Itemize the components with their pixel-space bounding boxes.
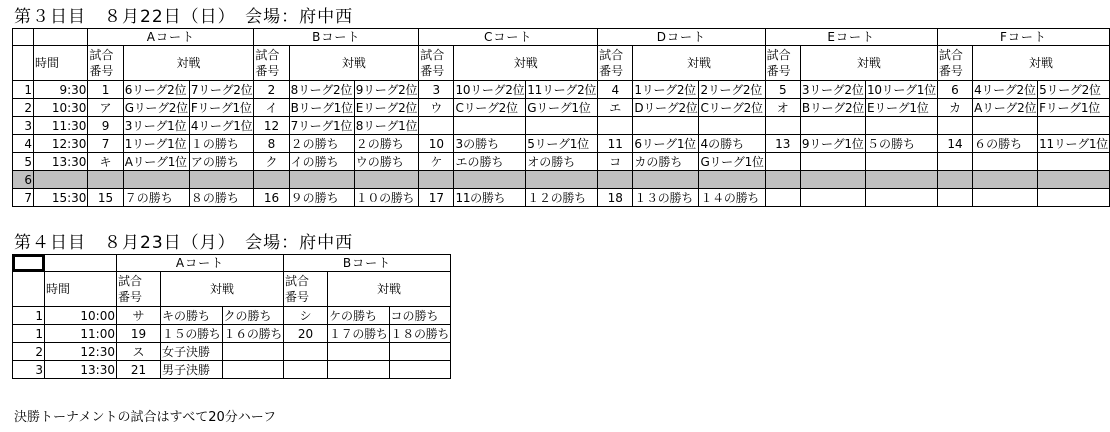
match-number: 2 — [254, 81, 289, 99]
match-no-label — [117, 272, 161, 307]
team-2 — [354, 171, 418, 189]
time-cell: 13:30 — [45, 361, 117, 379]
team-2 — [526, 117, 598, 135]
table-row — [13, 171, 1110, 189]
day4-schedule-table — [12, 254, 451, 379]
match-no-label-line2: 番号 — [599, 64, 624, 78]
team-2: Eリーグ1位 — [866, 99, 938, 117]
match-no-label-line2: 番号 — [118, 290, 143, 304]
team-2: ２の勝ち — [354, 135, 418, 153]
table-row — [13, 189, 1110, 207]
team-1: １３の勝ち — [633, 189, 699, 207]
team-2 — [1038, 117, 1110, 135]
match-number — [765, 171, 800, 189]
team-1: 3の勝ち — [454, 135, 526, 153]
team-2: 5リーグ1位 — [526, 135, 598, 153]
match-no-label — [765, 46, 800, 81]
match-number: 3 — [419, 81, 454, 99]
team-2: Eリーグ2位 — [355, 100, 418, 115]
match-number — [284, 361, 328, 379]
team-2: 5リーグ2位 — [1038, 81, 1110, 99]
team-2: 11リーグ2位 — [527, 82, 597, 97]
match-number — [419, 171, 454, 189]
match-no-label-line1: 試合 — [89, 48, 114, 62]
corner-cell — [13, 29, 34, 46]
match-number: ク — [254, 153, 289, 171]
team-1 — [800, 189, 865, 207]
match-no-label-line1: 試合 — [938, 48, 963, 62]
team-1: 11の勝ち — [454, 189, 526, 207]
team-1 — [800, 153, 865, 171]
time-cell: 12:30 — [45, 343, 117, 361]
team-1: Bリーグ2位 — [801, 100, 864, 115]
team-1: Cリーグ2位 — [454, 99, 526, 117]
match-number: ウ — [419, 99, 454, 117]
team-2 — [866, 189, 938, 207]
time-cell: 11:00 — [45, 325, 117, 343]
court-name-4: Eコート — [765, 29, 937, 46]
team-2 — [189, 171, 253, 189]
team-1: Aリーグ2位 — [974, 100, 1037, 115]
match-no-label-line2: 番号 — [89, 64, 114, 78]
match-number: サ — [117, 307, 161, 325]
match-number: 14 — [937, 135, 972, 153]
row-number: 7 — [13, 189, 34, 207]
blank-cell — [34, 29, 88, 46]
team-1: 8リーグ2位 — [289, 81, 354, 99]
team-1: エの勝ち — [454, 153, 526, 171]
match-no-label-line1: 試合 — [599, 48, 624, 62]
match-no-label-line1: 試合 — [118, 274, 143, 288]
vs-label: 対戦 — [633, 46, 765, 81]
match-number: 4 — [598, 81, 633, 99]
match-number: 18 — [598, 189, 633, 207]
team-1 — [633, 117, 699, 135]
team-2 — [1038, 171, 1110, 189]
court-name-0: Aコート — [88, 29, 254, 46]
team-1 — [973, 153, 1038, 171]
team-1: カの勝ち — [633, 153, 699, 171]
match-number — [598, 117, 633, 135]
row-number: 5 — [13, 153, 34, 171]
vs-label: 対戦 — [328, 272, 451, 307]
match-no-label — [937, 46, 972, 81]
match-number: 20 — [284, 325, 328, 343]
time-label: 時間 — [34, 46, 88, 81]
team-2: ５の勝ち — [866, 135, 938, 153]
corner-cell[interactable] — [13, 255, 45, 272]
match-number — [937, 189, 972, 207]
match-number — [937, 117, 972, 135]
team-1 — [973, 117, 1038, 135]
team-1 — [328, 361, 390, 379]
blank-cell — [45, 255, 117, 272]
team-1 — [800, 117, 865, 135]
team-1: キの勝ち — [161, 307, 223, 325]
row-number: 2 — [13, 99, 34, 117]
team-1 — [454, 171, 526, 189]
vs-label: 対戦 — [289, 46, 419, 81]
court-name-5: Fコート — [937, 29, 1109, 46]
court-header-row — [13, 255, 451, 272]
table-row — [13, 325, 451, 343]
team-2: １２の勝ち — [526, 189, 598, 207]
table-row — [13, 117, 1110, 135]
time-cell — [34, 171, 88, 189]
court-name-0: Aコート — [117, 255, 284, 272]
team-1: 6リーグ2位 — [123, 81, 189, 99]
team-2: Fリーグ1位 — [189, 99, 253, 117]
match-number: 7 — [88, 135, 123, 153]
team-2 — [222, 361, 284, 379]
team-2 — [526, 171, 598, 189]
team-2: １８の勝ち — [390, 326, 450, 341]
team-2: １の勝ち — [189, 135, 253, 153]
match-number: 6 — [937, 81, 972, 99]
team-2 — [866, 171, 938, 189]
team-2: ８の勝ち — [189, 189, 253, 207]
team-1: 3リーグ1位 — [123, 117, 189, 135]
row-number: 2 — [13, 343, 45, 361]
match-number: シ — [284, 307, 328, 325]
match-number: 16 — [254, 189, 289, 207]
match-no-label — [88, 46, 123, 81]
match-number — [765, 153, 800, 171]
court-name-1: Bコート — [284, 255, 451, 272]
team-2: ウの勝ち — [354, 153, 418, 171]
team-2 — [389, 361, 451, 379]
vs-label: 対戦 — [973, 46, 1110, 81]
match-no-label-line2: 番号 — [938, 64, 963, 78]
match-number: 11 — [598, 135, 633, 153]
column-label-row — [13, 272, 451, 307]
team-2: 8リーグ1位 — [355, 118, 418, 133]
team-1: 3リーグ2位 — [800, 81, 865, 99]
match-no-label-line2: 番号 — [285, 290, 310, 304]
match-no-label-line2: 番号 — [420, 64, 445, 78]
team-2: Gリーグ1位 — [700, 154, 764, 169]
team-1 — [973, 189, 1038, 207]
match-number: ア — [88, 99, 123, 117]
team-1: 10リーグ2位 — [455, 82, 525, 97]
team-2 — [1038, 153, 1110, 171]
match-number: オ — [765, 99, 800, 117]
match-number — [598, 171, 633, 189]
team-2: 4の勝ち — [699, 135, 765, 153]
match-number: イ — [254, 99, 289, 117]
team-2 — [389, 343, 451, 361]
cell-selection-box[interactable] — [13, 255, 44, 271]
table-row — [13, 307, 451, 325]
day3-title: 第３日目 ８月22日（日） 会場：府中西 — [14, 7, 354, 27]
team-1: 1リーグ2位 — [633, 81, 699, 99]
row-number: 3 — [13, 361, 45, 379]
time-cell: 15:30 — [34, 189, 88, 207]
team-1 — [328, 343, 390, 361]
court-name-3: Dコート — [598, 29, 766, 46]
column-label-row — [13, 46, 1110, 81]
match-number: 5 — [765, 81, 800, 99]
table-row — [13, 153, 1110, 171]
team-1: ９の勝ち — [289, 189, 354, 207]
match-no-label-line2: 番号 — [255, 64, 280, 78]
row-number: 1 — [13, 81, 34, 99]
vs-label: 対戦 — [161, 272, 284, 307]
team-1: ７の勝ち — [123, 189, 189, 207]
table-row — [13, 99, 1110, 117]
match-number — [937, 153, 972, 171]
team-1: 男子決勝 — [161, 361, 223, 379]
match-no-label-line1: 試合 — [285, 274, 310, 288]
team-2: １０の勝ち — [354, 189, 418, 207]
time-label: 時間 — [45, 272, 117, 307]
team-1: ケの勝ち — [328, 307, 390, 325]
team-2: 11リーグ1位 — [1039, 136, 1108, 151]
match-no-label — [284, 272, 328, 307]
table-row — [13, 135, 1110, 153]
match-number: 19 — [117, 325, 161, 343]
match-number: ス — [117, 343, 161, 361]
match-number — [765, 117, 800, 135]
table-row — [13, 361, 451, 379]
match-number: 13 — [765, 135, 800, 153]
match-number: エ — [598, 99, 633, 117]
team-2: １４の勝ち — [699, 189, 765, 207]
team-1 — [973, 171, 1038, 189]
match-no-label-line1: 試合 — [255, 48, 280, 62]
match-no-label-line2: 番号 — [766, 64, 791, 78]
team-2: Fリーグ1位 — [1038, 99, 1110, 117]
team-2: 10リーグ1位 — [867, 82, 936, 97]
team-1: １７の勝ち — [329, 326, 388, 341]
team-1 — [454, 117, 526, 135]
team-1: 6リーグ1位 — [633, 135, 699, 153]
team-1: 女子決勝 — [161, 343, 223, 361]
court-name-2: Cコート — [419, 29, 598, 46]
match-number: 21 — [117, 361, 161, 379]
team-1: Bリーグ1位 — [290, 100, 353, 115]
team-1: Dリーグ2位 — [634, 100, 698, 115]
footnote: 決勝トーナメントの試合はすべて20分ハーフ — [14, 410, 277, 425]
row-number: 6 — [13, 171, 34, 189]
team-1: １５の勝ち — [162, 326, 221, 341]
team-2: 7リーグ2位 — [190, 82, 253, 97]
team-2 — [699, 117, 765, 135]
team-1 — [289, 171, 354, 189]
match-number — [284, 343, 328, 361]
row-number: 1 — [13, 307, 45, 325]
table-row — [13, 81, 1110, 99]
day4-title: 第４日目 ８月23日（月） 会場：府中西 — [14, 233, 354, 253]
match-number: 8 — [254, 135, 289, 153]
row-number: 4 — [13, 135, 34, 153]
team-2: 4リーグ1位 — [190, 118, 253, 133]
time-cell: 10:30 — [34, 99, 88, 117]
time-cell: 13:30 — [34, 153, 88, 171]
time-cell: 9:30 — [34, 81, 88, 99]
team-1: ６の勝ち — [973, 135, 1038, 153]
team-2 — [866, 153, 938, 171]
time-cell: 10:00 — [45, 307, 117, 325]
match-number: 15 — [88, 189, 123, 207]
court-header-row — [13, 29, 1110, 46]
match-number — [765, 189, 800, 207]
team-2: アの勝ち — [189, 153, 253, 171]
team-1: 4リーグ2位 — [973, 81, 1038, 99]
team-1: Aリーグ1位 — [123, 153, 189, 171]
team-2: １６の勝ち — [223, 326, 283, 341]
match-number: 17 — [419, 189, 454, 207]
match-number: キ — [88, 153, 123, 171]
team-2: 9リーグ2位 — [355, 82, 418, 97]
team-2: オの勝ち — [526, 153, 598, 171]
team-1: ２の勝ち — [289, 135, 354, 153]
team-2: Gリーグ1位 — [526, 99, 598, 117]
match-number — [419, 117, 454, 135]
team-2: クの勝ち — [222, 307, 284, 325]
team-2: Cリーグ2位 — [699, 99, 765, 117]
match-number — [254, 171, 289, 189]
match-number: カ — [937, 99, 972, 117]
match-number: 10 — [419, 135, 454, 153]
match-no-label — [419, 46, 454, 81]
match-number: 12 — [254, 117, 289, 135]
team-1: 1リーグ1位 — [123, 135, 189, 153]
team-1: イの勝ち — [289, 153, 354, 171]
row-number: 3 — [13, 117, 34, 135]
team-2 — [1038, 189, 1110, 207]
team-2: コの勝ち — [389, 307, 451, 325]
match-number: コ — [598, 153, 633, 171]
team-2: 2リーグ2位 — [699, 81, 765, 99]
time-cell: 12:30 — [34, 135, 88, 153]
match-number — [88, 171, 123, 189]
vs-label: 対戦 — [123, 46, 254, 81]
team-2 — [866, 117, 938, 135]
match-no-label — [254, 46, 289, 81]
blank-cell — [13, 46, 34, 81]
blank-cell — [13, 272, 45, 307]
court-name-1: Bコート — [254, 29, 419, 46]
team-1: Gリーグ2位 — [124, 100, 188, 115]
vs-label: 対戦 — [800, 46, 937, 81]
match-no-label — [598, 46, 633, 81]
vs-label: 対戦 — [454, 46, 598, 81]
match-number: 1 — [88, 81, 123, 99]
team-1 — [800, 171, 865, 189]
table-row — [13, 343, 451, 361]
team-1: 7リーグ1位 — [289, 117, 354, 135]
match-no-label-line1: 試合 — [420, 48, 445, 62]
team-1 — [633, 171, 699, 189]
team-2 — [699, 171, 765, 189]
team-1: 9リーグ1位 — [800, 135, 865, 153]
match-number: ケ — [419, 153, 454, 171]
team-2 — [222, 343, 284, 361]
match-number: 9 — [88, 117, 123, 135]
match-no-label-line1: 試合 — [766, 48, 791, 62]
day3-schedule-table — [12, 28, 1110, 207]
team-1 — [123, 171, 189, 189]
row-number: 1 — [13, 325, 45, 343]
time-cell: 11:30 — [34, 117, 88, 135]
match-number — [937, 171, 972, 189]
